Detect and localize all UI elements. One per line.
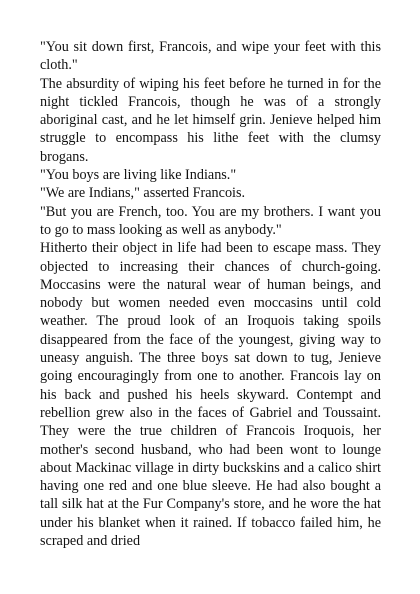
paragraph-5: "But you are French, too. You are my brothers. I want you to go to mass looking as well as anybody." xyxy=(40,203,381,238)
paragraph-1: "You sit down first, Francois, and wipe your feet with this cloth." xyxy=(40,39,381,74)
paragraph-6: Hitherto their object in life had been to escape mass. They objected to increasing their chances of church-going. Moccasins were the natural wear of human beings, and nobody but women needed even moccasins until cold weather. The proud look of an Iroquois taking spoils disappeared from the face of the youngest, giving way to uneasy anguish. The three boys sat down to tug, Jenieve going encouragingly from one to another. Francois lay on his back and pushed his heels skyward. Contempt and rebellion grew also in the faces of Gabriel and Toussaint. They were the true children of Francois Iroquois, her mother's second husband, who had been wont to lounge about Mackinac village in dirty buckskins and a calico shirt having one red and one blue sleeve. He had also bought a tall silk hat at the Fur Company's store, and he wore the hat under his blanket when it rained. If tobacco failed him, he scraped and dried xyxy=(40,240,381,550)
paragraph-2: The absurdity of wiping his feet before he turned in for the night tickled Francois, though he was of a strongly aboriginal cast, and he let himself grin. Jenieve helped him struggle to encompass his lithe feet with the clumsy brogans. xyxy=(40,75,381,165)
paragraph-3: "You boys are living like Indians." xyxy=(40,167,237,184)
paragraph-4: "We are Indians," asserted Francois. xyxy=(40,185,246,202)
document-page xyxy=(40,38,381,550)
